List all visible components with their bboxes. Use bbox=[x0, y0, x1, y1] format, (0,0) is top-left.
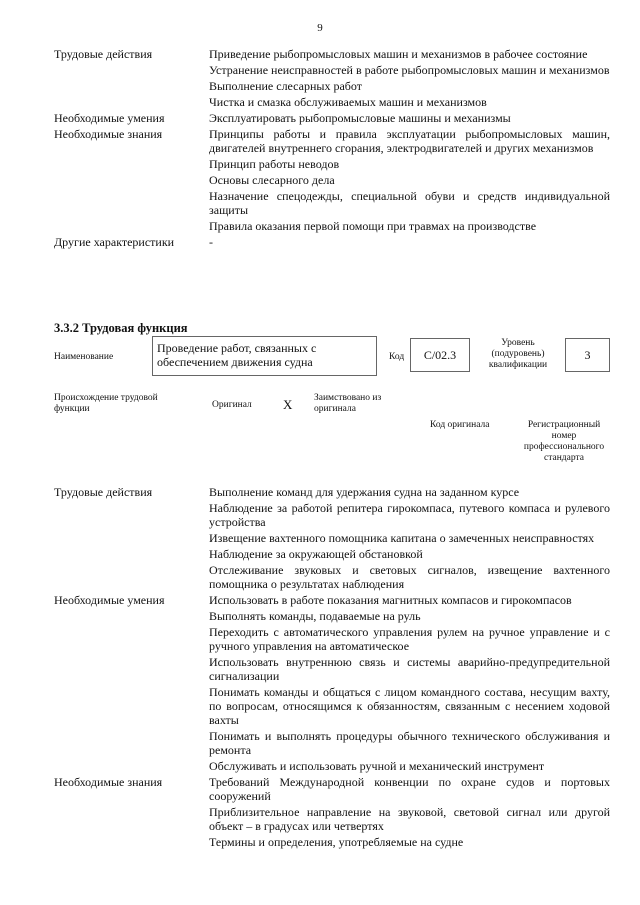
table-row bbox=[54, 47, 610, 111]
list-item: Приблизительное направление на звуковой, световой сигнал или другой объект – в градусах или четвертях bbox=[209, 805, 610, 833]
row-label: Необходимые знания bbox=[54, 775, 163, 789]
function-requirements-table bbox=[54, 485, 610, 851]
reg-number-label: Регистрационный номер профессионального стандарта bbox=[523, 420, 605, 463]
list-item: Назначение спецодежды, специальной обуви и средств индивидуальной защиты bbox=[209, 189, 610, 217]
row-label: Необходимые знания bbox=[54, 127, 163, 141]
original-label: Оригинал bbox=[212, 400, 252, 410]
list-item: Выполнение слесарных работ bbox=[209, 79, 362, 93]
list-item: Понимать и выполнять процедуры обычного технического обслуживания и ремонта bbox=[209, 729, 610, 757]
borrowed-label: Заимствовано из оригинала bbox=[314, 393, 382, 414]
row-label: Другие характеристики bbox=[54, 235, 175, 249]
page-number: 9 bbox=[317, 22, 323, 34]
function-name-box: Проведение работ, связанных с обеспечением движения судна bbox=[152, 336, 377, 376]
top-requirements-table bbox=[54, 47, 610, 251]
table-row bbox=[54, 111, 610, 127]
row-label: Трудовые действия bbox=[54, 485, 153, 499]
code-box: C/02.3 bbox=[410, 338, 470, 372]
table-row bbox=[54, 127, 610, 235]
origin-label: Происхождение трудовой функции bbox=[54, 393, 158, 414]
list-item: - bbox=[209, 235, 213, 249]
list-item: Основы слесарного дела bbox=[209, 173, 335, 187]
list-item: Эксплуатировать рыбопромысловые машины и механизмы bbox=[209, 111, 511, 125]
list-item: Извещение вахтенного помощника капитана о замеченных неисправностях bbox=[209, 531, 595, 545]
list-item: Обслуживать и использовать ручной и механический инструмент bbox=[209, 759, 545, 773]
list-item: Принцип работы неводов bbox=[209, 157, 340, 171]
list-item: Чистка и смазка обслуживаемых машин и механизмов bbox=[209, 95, 487, 109]
table-row bbox=[54, 235, 610, 251]
list-item: Принципы работы и правила эксплуатации рыбопромысловых машин, двигателей внутреннего сгорания, электродвигателей и других механизмов bbox=[209, 127, 610, 155]
table-row bbox=[54, 775, 610, 851]
list-item: Требований Международной конвенции по охране судов и портовых сооружений bbox=[209, 775, 610, 803]
level-box: 3 bbox=[565, 338, 610, 372]
section-title: 3.3.2 Трудовая функция bbox=[54, 321, 188, 335]
row-label: Необходимые умения bbox=[54, 593, 165, 607]
list-item: Правила оказания первой помощи при травмах на производстве bbox=[209, 219, 537, 233]
row-label: Необходимые умения bbox=[54, 111, 165, 125]
code-original-label: Код оригинала bbox=[430, 420, 490, 430]
code-label: Код bbox=[389, 352, 405, 362]
list-item: Наблюдение за работой репитера гирокомпаса, путевого компаса и рулевого устройства bbox=[209, 501, 610, 529]
original-mark: X bbox=[283, 397, 293, 412]
list-item: Выполнение команд для удержания судна на заданном курсе bbox=[209, 485, 520, 499]
list-item: Термины и определения, употребляемые на судне bbox=[209, 835, 464, 849]
list-item: Переходить с автоматического управления рулем на ручное управление и с ручного управления на автоматическое bbox=[209, 625, 610, 653]
list-item: Выполнять команды, подаваемые на руль bbox=[209, 609, 421, 623]
table-row bbox=[54, 593, 610, 775]
list-item: Использовать в работе показания магнитных компасов и гирокомпасов bbox=[209, 593, 572, 607]
row-label: Трудовые действия bbox=[54, 47, 153, 61]
name-label: Наименование bbox=[54, 352, 114, 362]
list-item: Использовать внутреннюю связь и системы аварийно-предупредительной сигнализации bbox=[209, 655, 610, 683]
list-item: Устранение неисправностей в работе рыбопромысловых машин и механизмов bbox=[209, 63, 610, 77]
table-row bbox=[54, 485, 610, 593]
list-item: Приведение рыбопромысловых машин и механизмов в рабочее состояние bbox=[209, 47, 588, 61]
list-item: Отслеживание звуковых и световых сигналов, извещение вахтенного помощника о результатах наблюдения bbox=[209, 563, 610, 591]
list-item: Понимать команды и общаться с лицом командного состава, несущим вахту, по вопросам, относящимся к обязанностям, связанным с несением ходовой вахты bbox=[209, 685, 610, 727]
level-label: Уровень (подуровень) квалификации bbox=[488, 338, 548, 370]
list-item: Наблюдение за окружающей обстановкой bbox=[209, 547, 423, 561]
